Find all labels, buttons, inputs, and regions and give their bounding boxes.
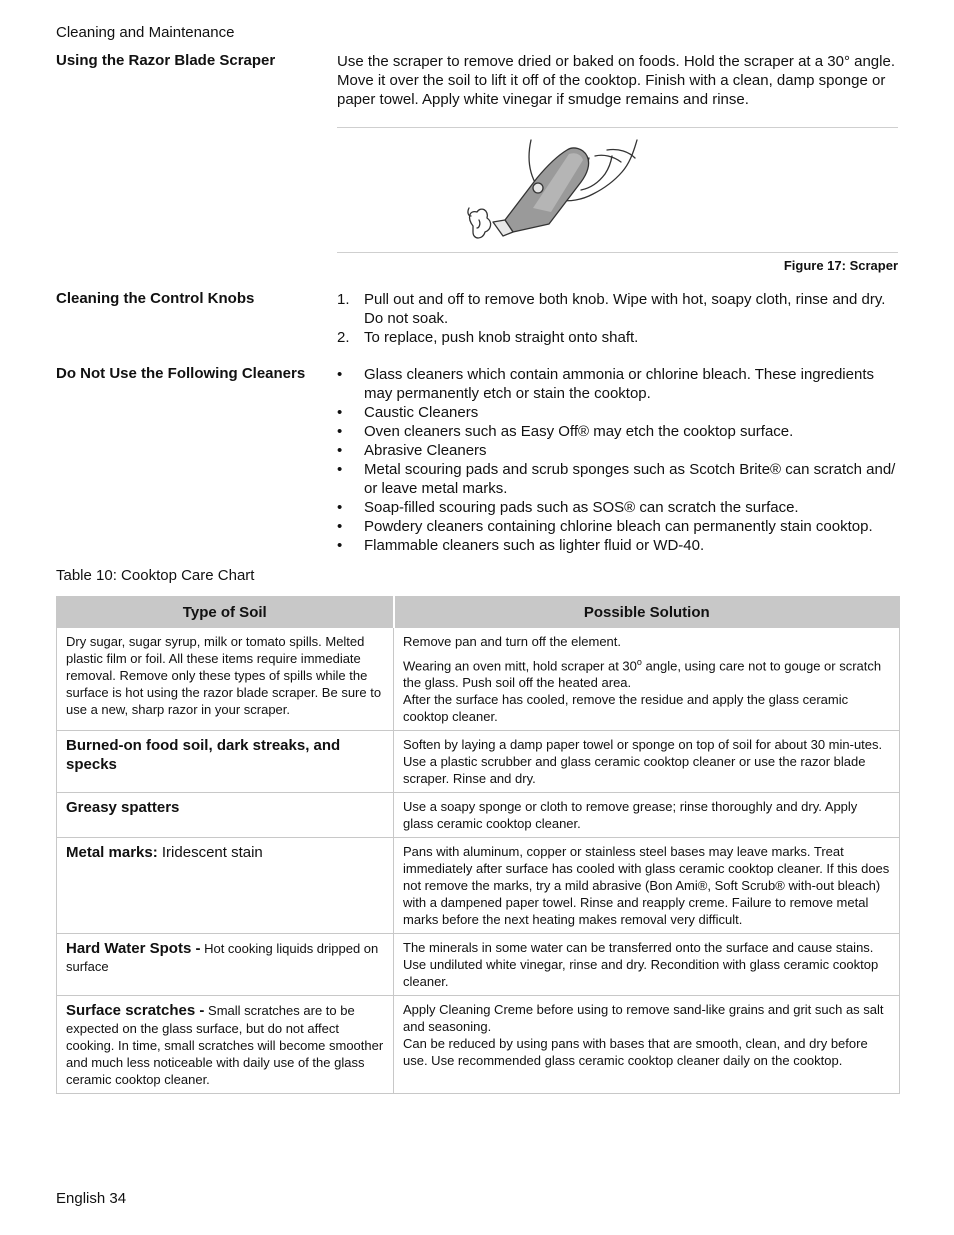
bullet: • xyxy=(337,518,343,535)
cooktop-care-table xyxy=(56,596,900,1094)
solution-cell xyxy=(394,793,900,838)
bullet: • xyxy=(337,423,343,440)
solution-text: Wearing an oven mitt, hold scraper at 30 xyxy=(403,658,637,674)
list-item-text: Oven cleaners such as Easy Off® may etch the cooktop surface. xyxy=(364,423,794,440)
list-item xyxy=(337,441,899,460)
bullet: • xyxy=(337,537,343,554)
hand-holding-scraper-illustration xyxy=(337,128,898,252)
page-footer: English 34 xyxy=(56,1190,127,1207)
soil-cell xyxy=(57,996,394,1094)
step-item xyxy=(337,290,899,328)
list-item-text: Caustic Cleaners xyxy=(364,404,479,421)
soil-name: Metal marks: xyxy=(66,844,158,862)
solution-line: Remove pan and turn off the element. xyxy=(403,634,622,649)
soil-description: Hot cooking liquids dripped on surface xyxy=(66,941,379,975)
soil-name: Surface scratches - xyxy=(66,1002,205,1020)
solution-line: Use a plastic scrubber and glass ceramic cooktop cleaner or use the razor blade scraper. Rinse and dry. xyxy=(403,754,866,787)
table-caption: Table 10: Cooktop Care Chart xyxy=(56,567,255,584)
list-item-text: Flammable cleaners such as lighter fluid or WD-40. xyxy=(364,537,705,554)
soil-cell xyxy=(57,731,394,793)
solution-cell xyxy=(394,628,900,731)
list-item-text: Soap-filled scouring pads such as SOS® can scratch the surface. xyxy=(364,499,799,516)
soil-description: Iridescent stain xyxy=(157,844,263,862)
list-item xyxy=(337,403,899,422)
column-header-soil: Type of Soil xyxy=(57,597,394,628)
step-text: Pull out and off to remove both knob. Wipe with hot, soapy cloth, rinse and dry. Do not soak. xyxy=(364,291,886,327)
razor-instructions: Use the scraper to remove dried or baked on foods. Hold the scraper at a 30° angle. Move it over the soil to lift it off of the cooktop. Finish with a clean, damp sponge or paper towel. Apply white vinegar if smudge remains and rinse. xyxy=(337,53,895,108)
solution-text: angle, using care not to gouge or scratch the glass. Push soil off the heated area. xyxy=(403,658,882,691)
step-item xyxy=(337,328,899,347)
list-item xyxy=(337,517,899,536)
soil-name: Greasy spatters xyxy=(66,799,180,817)
list-item-text: Metal scouring pads and scrub sponges such as Scotch Brite® can scratch and/ or leave metal marks. xyxy=(364,461,896,497)
razor-section-body xyxy=(337,52,899,109)
solution-line: Apply Cleaning Creme before using to remove sand-like grains and grit such as salt and seasoning. xyxy=(403,1002,884,1035)
soil-cell xyxy=(57,793,394,838)
cleaners-section-body xyxy=(337,365,899,555)
list-item xyxy=(337,536,899,555)
table-row xyxy=(57,793,900,838)
solution-line: After the surface has cooled, remove the residue and apply the glass ceramic cooktop cleaner. xyxy=(403,692,849,725)
table-row xyxy=(57,934,900,996)
razor-section-title: Using the Razor Blade Scraper xyxy=(56,52,276,69)
list-item xyxy=(337,498,899,517)
knobs-steps xyxy=(337,290,899,347)
bullet: • xyxy=(337,366,343,383)
section-header: Cleaning and Maintenance xyxy=(56,24,235,41)
step-number: 2. xyxy=(337,329,350,346)
bullet: • xyxy=(337,404,343,421)
table-row xyxy=(57,731,900,793)
table-header-row xyxy=(57,597,900,628)
knobs-section-body xyxy=(337,290,899,347)
table-row xyxy=(57,838,900,934)
list-item xyxy=(337,460,899,498)
list-item-text: Glass cleaners which contain ammonia or chlorine bleach. These ingredients may permanently etch or stain the cooktop. xyxy=(364,366,874,402)
solution-line xyxy=(403,654,890,691)
cleaners-section-title: Do Not Use the Following Cleaners xyxy=(56,365,306,382)
soil-cell xyxy=(57,628,394,731)
solution-cell xyxy=(394,838,900,934)
table-row xyxy=(57,628,900,731)
figure-frame xyxy=(337,127,898,253)
column-header-solution: Possible Solution xyxy=(394,597,900,628)
soil-cell xyxy=(57,838,394,934)
solution-cell xyxy=(394,934,900,996)
solution-line: Use a soapy sponge or cloth to remove grease; rinse thoroughly and dry. Apply glass ceramic cooktop cleaner. xyxy=(403,799,858,832)
figure-caption: Figure 17: Scraper xyxy=(783,258,898,273)
knobs-section-title: Cleaning the Control Knobs xyxy=(56,290,255,307)
solution-cell xyxy=(394,731,900,793)
soil-description: Small scratches are to be expected on the glass surface, but do not affect cooking. In time, small scratches will become smoother and much less noticeable with daily use of the glass ceramic cooktop cleaner. xyxy=(66,1003,384,1088)
solution-cell xyxy=(394,996,900,1094)
soil-name: Hard Water Spots - xyxy=(66,940,201,958)
list-item xyxy=(337,422,899,441)
list-item-text: Powdery cleaners containing chlorine bleach can permanently stain cooktop. xyxy=(364,518,873,535)
solution-line: Soften by laying a damp paper towel or sponge on top of soil for about 30 min-utes. xyxy=(403,737,883,753)
degree-superscript: o xyxy=(636,657,642,667)
list-item-text: Abrasive Cleaners xyxy=(364,442,487,459)
cleaners-list xyxy=(337,365,899,555)
list-item xyxy=(337,365,899,403)
bullet: • xyxy=(337,499,343,516)
step-number: 1. xyxy=(337,291,350,308)
solution-line: The minerals in some water can be transferred onto the surface and cause stains. Use undiluted white vinegar, rinse and dry. Recondition with glass ceramic cooktop cleaner. xyxy=(403,940,879,990)
solution-line: Pans with aluminum, copper or stainless steel bases may leave marks. Treat immediately after surface has cooled with glass ceramic cooktop cleaner. If this does not remove the marks, try a mild abrasive (Bon Ami®, Soft Scrub® with-out bleach) with a dampened paper towel. Rinse and reapply creme. Failure to remove metal marks before the next heating makes removal very difficult. xyxy=(403,844,890,928)
step-text: To replace, push knob straight onto shaft. xyxy=(364,329,639,346)
soil-description: Dry sugar, sugar syrup, milk or tomato spills. Melted plastic film or foil. All these items require immediate removal. Remove only these types of spills while the surface is hot using the razor blade scraper. Be sure to use a new, sharp razor in your scraper. xyxy=(66,634,382,717)
solution-line: Can be reduced by using pans with bases that are smooth, clean, and dry before use. Use recommended glass ceramic cooktop cleaner daily on the cooktop. xyxy=(403,1036,868,1069)
table-row xyxy=(57,996,900,1094)
soil-cell xyxy=(57,934,394,996)
bullet: • xyxy=(337,442,343,459)
soil-name: Burned-on food soil, dark streaks, and specks xyxy=(66,737,341,774)
bullet: • xyxy=(337,461,343,478)
